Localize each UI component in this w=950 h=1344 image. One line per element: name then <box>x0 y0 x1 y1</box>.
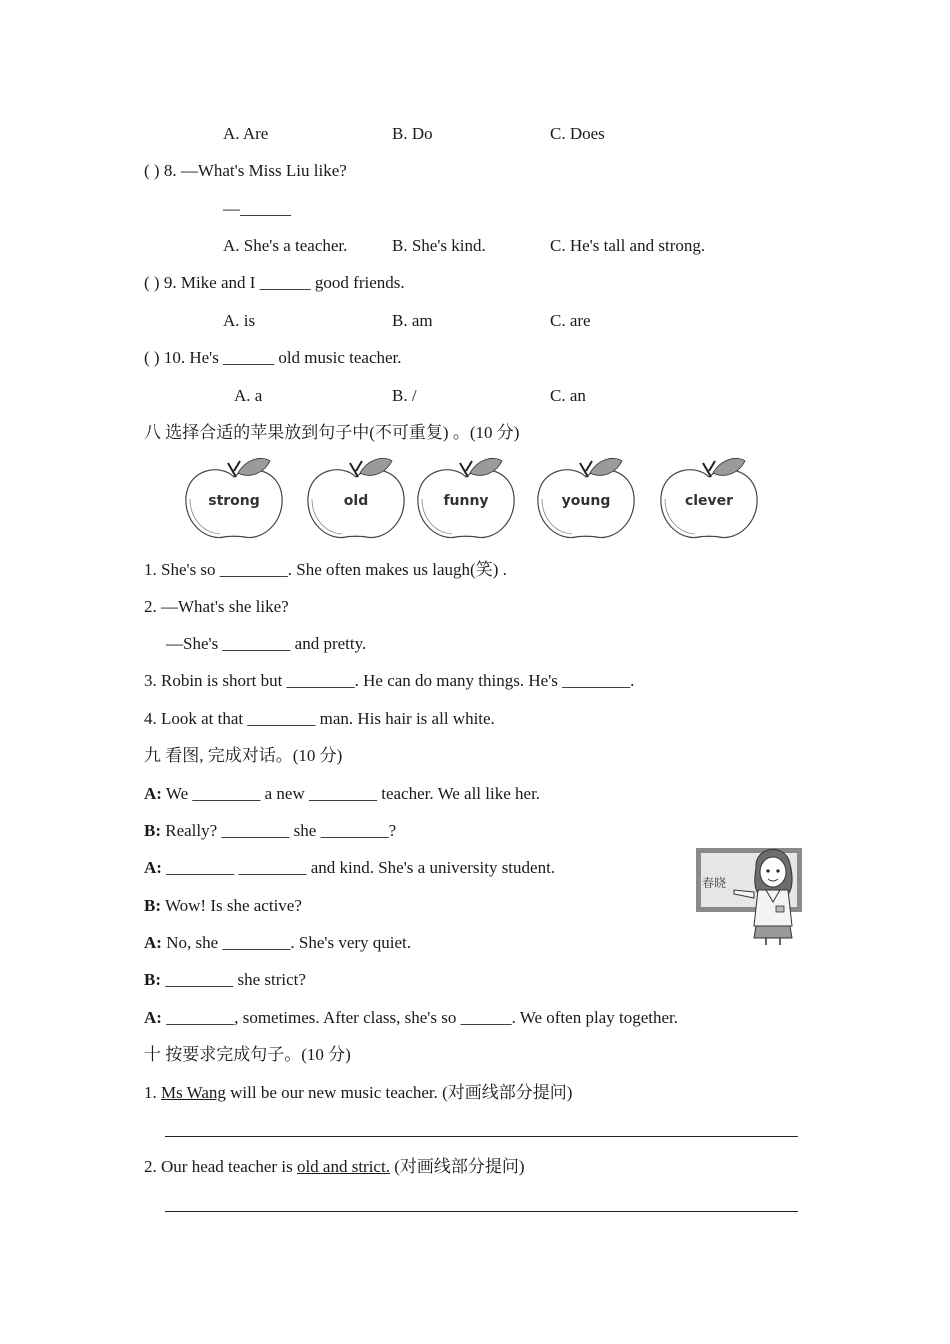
speaker: A: <box>144 784 162 803</box>
q7-option-b: B. Do <box>392 124 433 143</box>
speaker: B: <box>144 821 161 840</box>
underlined-part: Ms Wang <box>161 1083 226 1102</box>
apple-strong <box>186 458 282 537</box>
dialogue-line-5 <box>144 933 411 953</box>
q9-option-a: A. is <box>223 311 256 330</box>
underlined-part: old and strict. <box>296 1157 390 1176</box>
section10-title: 十 按要求完成句子。(10 分) <box>144 1045 351 1064</box>
board-text: 春晓 <box>702 876 727 890</box>
section10-item-2 <box>144 1157 525 1177</box>
q10-option-a: A. a <box>234 386 263 405</box>
section8-sentence-1: 1. She's so ________. She often makes us laugh(笑) . <box>144 560 507 579</box>
teacher-illustration <box>694 840 806 946</box>
apple-word: young <box>561 493 611 509</box>
q8-stem: ( ) 8. —What's Miss Liu like? <box>144 161 347 180</box>
dialogue-text: Wow! Is she active? <box>161 896 302 915</box>
speaker: B: <box>144 970 161 989</box>
q9-stem: ( ) 9. Mike and I ______ good friends. <box>144 273 405 292</box>
dialogue-text: Really? ________ she ________? <box>161 821 397 840</box>
answer-line-1[interactable] <box>165 1136 798 1137</box>
q10-stem: ( ) 10. He's ______ old music teacher. <box>144 348 402 367</box>
section8-sentence-2-question: 2. —What's she like? <box>144 597 289 616</box>
q8-option-c: C. He's tall and strong. <box>550 236 706 255</box>
dialogue-line-4 <box>144 896 302 916</box>
q7-option-a: A. Are <box>223 124 269 143</box>
q9-option-b: B. am <box>392 311 433 330</box>
dialogue-line-6 <box>144 970 306 990</box>
dialogue-line-7 <box>144 1008 678 1028</box>
section8-sentence-4: 4. Look at that ________ man. His hair is all white. <box>144 709 495 728</box>
apple-clever <box>661 458 757 537</box>
q7-option-c: C. Does <box>550 124 605 143</box>
item-suffix: (对画线部分提问) <box>389 1157 525 1176</box>
section8-sentence-2-answer: —She's ________ and pretty. <box>166 634 367 653</box>
apple-word-bank <box>178 457 758 547</box>
section10-item-1 <box>144 1083 572 1103</box>
dialogue-text: We ________ a new ________ teacher. We all like her. <box>161 784 541 803</box>
apple-word: clever <box>684 493 734 509</box>
section9-title: 九 看图, 完成对话。(10 分) <box>144 746 343 765</box>
apple-word: strong <box>208 493 260 509</box>
speaker: A: <box>144 1008 162 1027</box>
dialogue-text: No, she ________. She's very quiet. <box>161 933 412 952</box>
q8-option-b: B. She's kind. <box>392 236 486 255</box>
apple-old <box>308 458 404 537</box>
q8-blank: —______ <box>223 199 291 218</box>
apple-young <box>538 458 634 537</box>
apple-funny <box>418 458 514 537</box>
q9-option-c: C. are <box>550 311 591 330</box>
speaker: B: <box>144 896 161 915</box>
dialogue-line-2 <box>144 821 396 841</box>
speaker: A: <box>144 858 162 877</box>
dialogue-line-1 <box>144 784 540 804</box>
section8-sentence-3: 3. Robin is short but ________. He can do many things. He's ________. <box>144 671 635 690</box>
section8-title: 八 选择合适的苹果放到句子中(不可重复) 。(10 分) <box>144 423 520 442</box>
dialogue-line-3 <box>144 858 555 878</box>
answer-line-2[interactable] <box>165 1211 798 1212</box>
item-prefix: 1. <box>144 1083 161 1102</box>
dialogue-text: ________, sometimes. After class, she's so ______. We often play together. <box>161 1008 678 1027</box>
q10-option-b: B. / <box>392 386 417 405</box>
q10-option-c: C. an <box>550 386 586 405</box>
dialogue-text: ________ ________ and kind. She's a university student. <box>161 858 556 877</box>
dialogue-text: ________ she strict? <box>161 970 306 989</box>
speaker: A: <box>144 933 162 952</box>
q8-option-a: A. She's a teacher. <box>223 236 348 255</box>
item-prefix: 2. Our head teacher is <box>144 1157 297 1176</box>
apple-word: old <box>343 493 369 509</box>
apple-word: funny <box>443 493 489 509</box>
item-suffix: will be our new music teacher. (对画线部分提问) <box>225 1083 573 1102</box>
